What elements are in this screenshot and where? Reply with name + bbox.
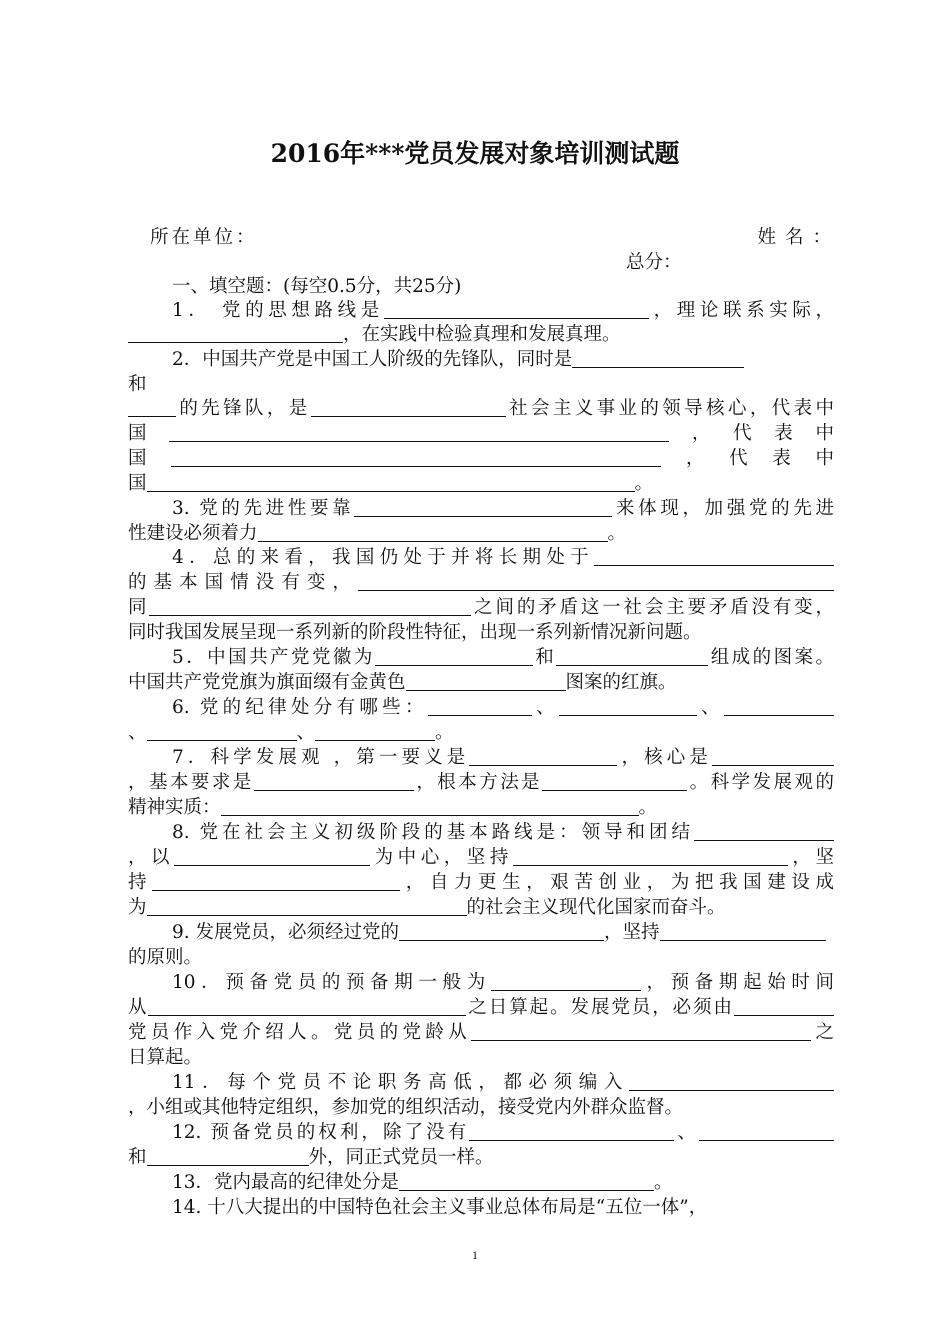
answer-blank[interactable] bbox=[699, 1121, 834, 1141]
question-11-line-2: ，小组或其他特定组织，参加党的组织活动，接受党内外群众监督。 bbox=[128, 1097, 684, 1118]
question-1-line-2: ，在实践中检验真理和发展真理。 bbox=[128, 323, 834, 347]
answer-blank[interactable] bbox=[149, 596, 471, 616]
question-5-line-2: 中国共产党党旗为旗面缀有金黄色 图案的红旗。 bbox=[128, 672, 677, 693]
answer-blank[interactable] bbox=[128, 323, 343, 343]
question-11-line-1: 11．每个党员不论职务高低，都必须编入 bbox=[128, 1071, 834, 1095]
answer-blank[interactable] bbox=[375, 646, 533, 666]
answer-blank[interactable] bbox=[148, 996, 466, 1016]
answer-blank[interactable] bbox=[406, 671, 566, 691]
question-2-line-1: 2．中国共产党是中国工人阶级的先锋队，同时是 bbox=[128, 348, 834, 372]
answer-blank[interactable] bbox=[147, 472, 635, 492]
question-2-line-6: 国 。 bbox=[128, 473, 654, 494]
answer-blank[interactable] bbox=[311, 397, 506, 417]
page-title: 2016年***党员发展对象培训测试题 bbox=[270, 139, 680, 168]
answer-blank[interactable] bbox=[471, 1021, 811, 1041]
answer-blank[interactable] bbox=[712, 746, 834, 766]
answer-blank[interactable] bbox=[559, 696, 697, 716]
question-2-line-4: 国 ，代表中 bbox=[128, 423, 834, 444]
answer-blank[interactable] bbox=[258, 522, 608, 542]
question-2-line-3: 的先锋队，是 社会主义事业的领导核心，代表中 bbox=[128, 397, 834, 421]
question-8-line-2: ，以 为中心，坚持 ，坚 bbox=[128, 847, 834, 868]
question-4-line-4: 同时我国发展呈现一系列新的阶段性特征，出现一系列新情况新问题。 bbox=[128, 622, 702, 643]
answer-blank[interactable] bbox=[221, 796, 639, 816]
answer-blank[interactable] bbox=[556, 646, 708, 666]
page-number: 1 bbox=[472, 1248, 478, 1262]
section-heading: 一、填空题：(每空0.5分，共25分) bbox=[172, 276, 462, 297]
answer-blank[interactable] bbox=[354, 497, 612, 517]
question-7-line-1: 7．科学发展观 ，第一要义是 ，核心是 bbox=[128, 746, 834, 770]
question-8-line-1: 8. 党在社会主义初级阶段的基本路线是：领导和团结 bbox=[128, 821, 834, 845]
question-9-line-2: 的原则。 bbox=[128, 947, 203, 968]
question-6-line-1: 6. 党的纪律处分有哪些： 、 、 bbox=[128, 696, 834, 720]
question-10-line-1: 10．预备党员的预备期一般为 ，预备期起始时间 bbox=[172, 972, 834, 993]
answer-blank[interactable] bbox=[660, 921, 826, 941]
question-1-line-1: 1． 党的思想路线是 ，理论联系实际， bbox=[172, 300, 834, 321]
question-2-line-2: 和 bbox=[128, 374, 147, 395]
total-label: 总分： bbox=[626, 252, 682, 273]
answer-blank[interactable] bbox=[128, 397, 176, 417]
question-13-line-1: 13．党内最高的纪律处分是 。 bbox=[172, 1172, 673, 1193]
answer-blank[interactable] bbox=[469, 746, 617, 766]
answer-blank[interactable] bbox=[384, 299, 649, 319]
answer-blank[interactable] bbox=[147, 721, 297, 741]
question-3-line-2: 性建设必须着力 。 bbox=[128, 523, 627, 544]
question-8-line-4: 为 的社会主义现代化国家而奋斗。 bbox=[128, 897, 726, 918]
unit-label: 所在单位： bbox=[150, 227, 258, 248]
question-5-line-1: 5．中国共产党党徽为 和 组成的图案。 bbox=[172, 647, 834, 668]
question-12-line-2: 和 外，同正式党员一样。 bbox=[128, 1147, 494, 1168]
name-label: 姓名： bbox=[757, 227, 840, 248]
answer-blank[interactable] bbox=[594, 546, 834, 566]
question-8-line-3: 持 ，自力更生，艰苦创业，为把我国建设成 bbox=[128, 872, 834, 893]
question-10-line-2: 从 之日算起。发展党员，必须由 bbox=[128, 996, 834, 1020]
answer-blank[interactable] bbox=[254, 771, 414, 791]
answer-blank[interactable] bbox=[315, 721, 435, 741]
answer-blank[interactable] bbox=[358, 571, 834, 591]
question-4-line-3: 同 之间的矛盾这一社会主要矛盾没有变， bbox=[128, 597, 834, 618]
question-12-line-1: 12. 预备党员的权利，除了没有 、 bbox=[128, 1121, 834, 1145]
answer-blank[interactable] bbox=[152, 871, 400, 891]
answer-blank[interactable] bbox=[399, 921, 604, 941]
answer-blank[interactable] bbox=[469, 1121, 674, 1141]
question-7-line-3: 精神实质： 。 bbox=[128, 797, 658, 818]
answer-blank[interactable] bbox=[724, 696, 834, 716]
answer-blank[interactable] bbox=[513, 846, 788, 866]
answer-blank[interactable] bbox=[428, 696, 532, 716]
answer-blank[interactable] bbox=[572, 348, 744, 368]
answer-blank[interactable] bbox=[629, 1071, 834, 1091]
question-7-line-2: ，基本要求是 ，根本方法是 。科学发展观的 bbox=[128, 772, 834, 793]
question-6-line-2: 、 、 。 bbox=[128, 722, 454, 743]
question-4-line-2: 的基本国情没有变， bbox=[128, 571, 834, 595]
question-10-line-3: 党员作入党介绍人。党员的党龄从 之 bbox=[128, 1022, 834, 1043]
answer-blank[interactable] bbox=[147, 1146, 309, 1166]
question-9-line-1: 9. 发展党员，必须经过党的 ，坚持 bbox=[128, 921, 872, 945]
question-14-line-1: 14. 十八大提出的中国特色社会主义事业总体布局是“五位一体”， bbox=[172, 1197, 708, 1218]
answer-blank[interactable] bbox=[734, 996, 834, 1016]
answer-blank[interactable] bbox=[174, 846, 370, 866]
answer-blank[interactable] bbox=[542, 771, 687, 791]
header-row bbox=[150, 226, 840, 250]
answer-blank[interactable] bbox=[169, 422, 669, 442]
total-row bbox=[626, 251, 726, 275]
answer-blank[interactable] bbox=[147, 896, 467, 916]
question-2-line-5: 国 ，代表中 bbox=[128, 448, 834, 469]
question-10-line-4: 日算起。 bbox=[128, 1047, 203, 1068]
answer-blank[interactable] bbox=[694, 821, 834, 841]
question-4-line-1: 4．总的来看，我国仍处于并将长期处于 bbox=[128, 546, 834, 570]
answer-blank[interactable] bbox=[171, 447, 661, 467]
answer-blank[interactable] bbox=[399, 1171, 654, 1191]
question-3-line-1: 3. 党的先进性要靠 来体现，加强党的先进 bbox=[172, 498, 834, 519]
answer-blank[interactable] bbox=[491, 971, 641, 991]
